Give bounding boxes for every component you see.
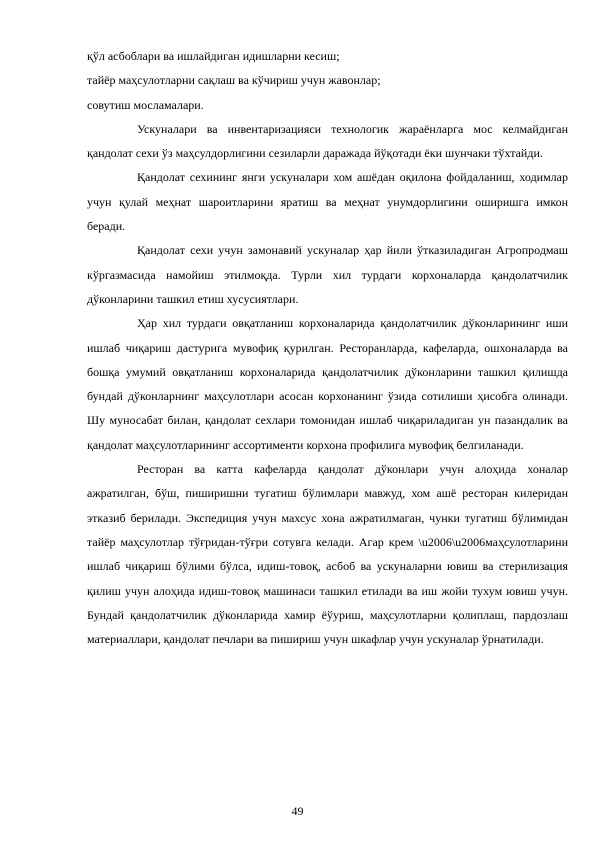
paragraph: Қандолат сехининг янги ускуналари хом ашёдан оқилона фойдаланиш, ходимлар учун қулай меҳнат шароитларини яратиш ва меҳнат унумдорлигини оширишга имкон беради. <box>87 170 568 234</box>
paragraph: Ресторан ва катта кафеларда қандолат дўконлари учун алоҳида хоналар ажратилган, бўш, пиширишни тугатиш бўлимлари мавжуд, хом ашё ресторан килеридан этказиб берилади. Экспедиция учун махсус хона ажратилмаган, чунки тугатиш бўлимидан тайёр маҳсулотлар тўғридан-тўғри сотувга келади. Агар крем \u2006\u2006маҳсулотларини ишлаб чиқариш бўлими бўлса, идиш-товоқ, асбоб ва ускуналарни ювиш ва стерилизация қилиш учун алоҳида идиш-товоқ машинаси ташкил етилади ва иш жойи тухум ювиш учун. Бундай қандолатчилик дўконларида хамир ёўуриш, маҳсулотларни қолиплаш, пардозлаш материаллари, қандолат печлари ва пишириш учун шкафлар учун ускуналар ўрнатилади. <box>87 462 568 647</box>
paragraph: Ҳар хил турдаги овқатланиш корхоналарида қандолатчилик дўконларининг иши ишлаб чиқариш дастурига мувофиқ қурилган. Ресторанларда, кафеларда, ошхоналарда ва бошқа умумий овқатланиш корхоналарида қандолатчилик дўконларини ташкил қилишда бундай дўконларнинг маҳсулотлари асосан корхонанинг ўзида сотилиши ҳисобга олинади. Шу муносабат билан, қандолат сехлари томонидан ишлаб чиқариладиган ун пазандалик ва қандолат маҳсулотларининг ассортименти корхона профилига мувофиқ белгиланади. <box>87 316 568 452</box>
list-line: қўл асбоблари ва ишлайдиган идишларни кесиш; <box>87 49 340 63</box>
paragraph: Ускуналари ва инвентаризацияси технологик жараёнларга мос келмайдиган қандолат сехи ўз маҳсулдорлигини сезиларли даражада йўқотади ёки шунчаки тўхтайди. <box>87 121 568 161</box>
page-number: 49 <box>291 804 304 818</box>
list-line: совутиш мосламалари. <box>87 97 204 112</box>
text-body <box>87 44 568 651</box>
list-line: тайёр маҳсулотларни сақлаш ва кўчириш учун жавонлар; <box>87 73 381 88</box>
paragraph: Қандолат сехи учун замонавий ускуналар ҳар йили ўтказиладиган Агропродмаш кўргазмасида намойиш этилмоқда. Турли хил турдаги корхоналарда қандолатчилик дўконларини ташкил етиш хусусиятлари. <box>87 243 568 306</box>
